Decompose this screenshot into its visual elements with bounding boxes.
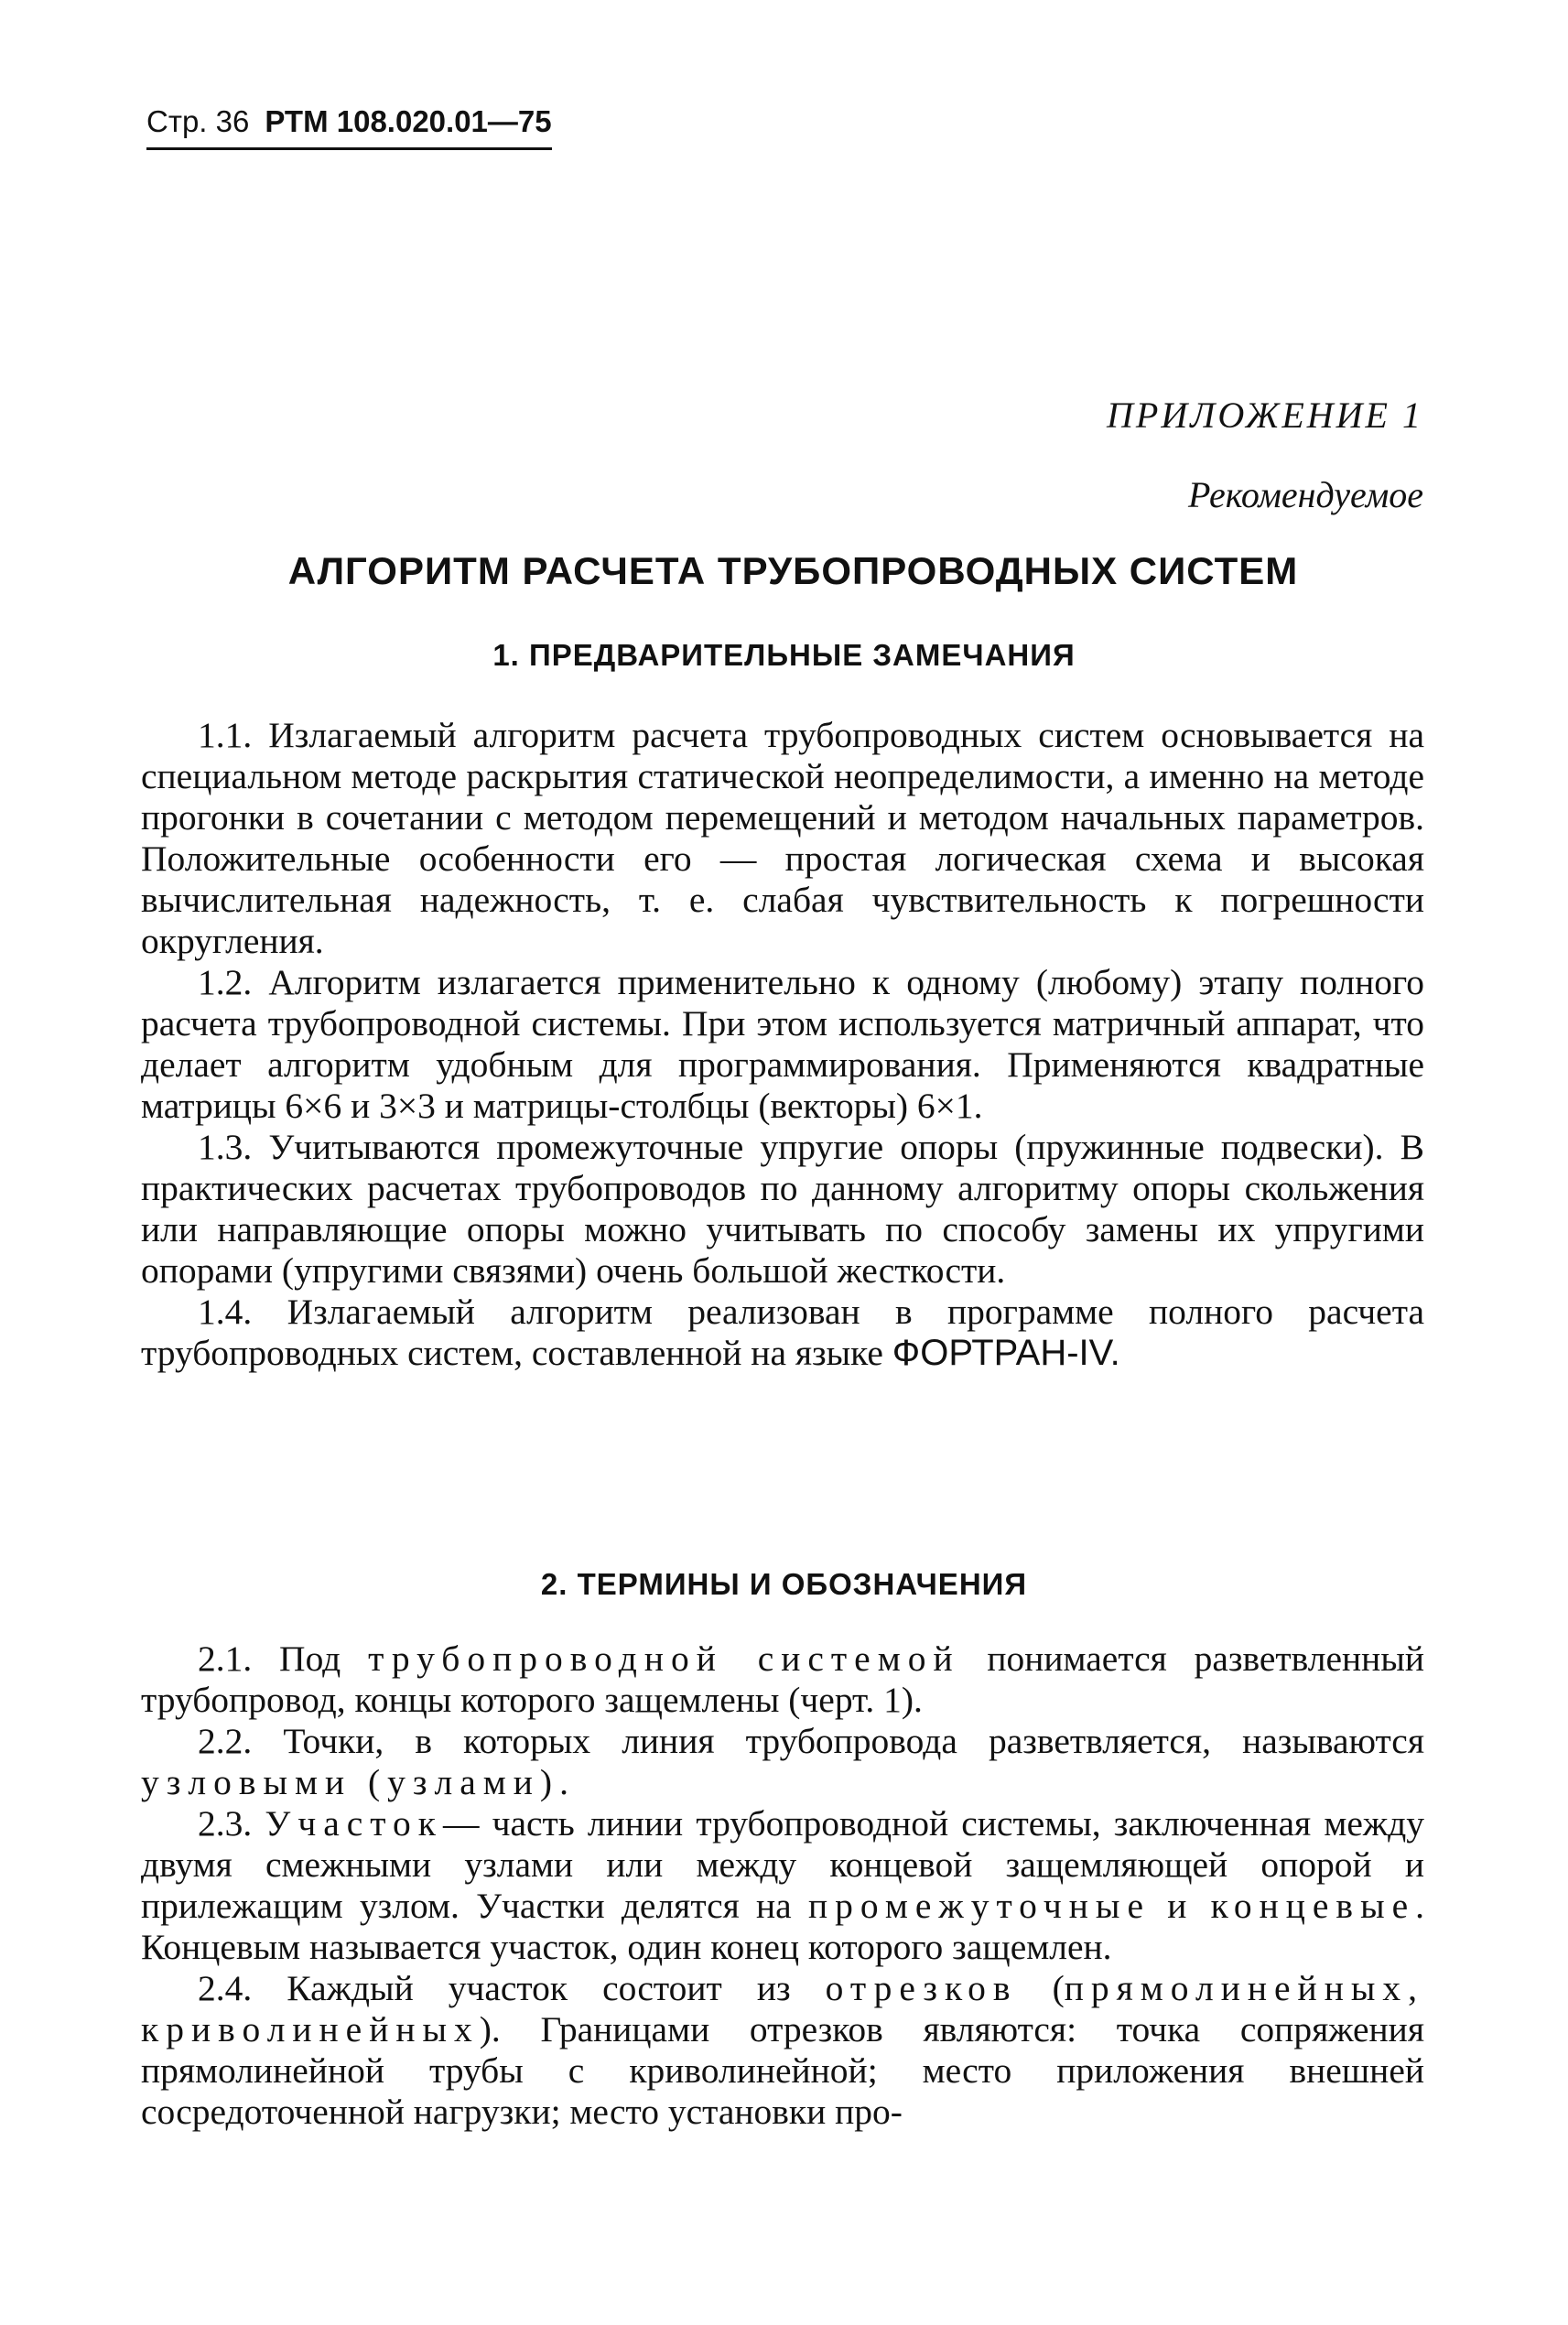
- section-1-body: [141, 715, 1424, 1374]
- paragraph-2-1: [141, 1638, 1424, 1721]
- p23-text-c: и: [1167, 1886, 1195, 1926]
- language-name: ФОРТРАН-IV.: [892, 1333, 1120, 1373]
- paragraph-1-4: [141, 1292, 1424, 1374]
- term-segments: отрезков: [825, 1968, 1018, 2008]
- p24-text-a: 2.4. Каждый участок состоит из: [198, 1968, 791, 2008]
- page-number: Стр. 36: [146, 104, 250, 138]
- p23-text-a: 2.3.: [198, 1803, 253, 1844]
- document-code: РТМ 108.020.01—75: [265, 104, 552, 138]
- paragraph-2-3: [141, 1803, 1424, 1968]
- paragraph-2-4: [141, 1968, 1424, 2133]
- page-title: АЛГОРИТМ РАСЧЕТА ТРУБОПРОВОДНЫХ СИСТЕМ: [287, 549, 1299, 592]
- p23-text-b: — часть линии трубопроводной системы, заключенная между двумя смежными узлами или между концевой защемляющей опорой и прилежащим узлом. Участки делятся на: [141, 1803, 1425, 1926]
- term-end: концевые: [1210, 1886, 1416, 1926]
- term-nodes: узловыми (узлами): [141, 1762, 560, 1802]
- paragraph-1-4-text: 1.4. Излагаемый алгоритм реализован в программе полного расчета трубопроводных систем, составленной на языке: [141, 1292, 1424, 1373]
- term-straight-curved: прямолинейных, криволинейных: [141, 1968, 1424, 2049]
- p24-text-c: ). Границами отрезков являются: точка сопряжения прямолинейной трубы с криволинейной; место приложения внешней сосредоточенной нагрузки; место установки про-: [141, 2009, 1424, 2132]
- p24-text-b: (: [1052, 1968, 1065, 2008]
- p21-text-a: 2.1. Под: [198, 1638, 341, 1679]
- section-heading-2: 2. ТЕРМИНЫ И ОБОЗНАЧЕНИЯ: [540, 1567, 1028, 1601]
- appendix-label: ПРИЛОЖЕНИЕ 1: [1107, 395, 1423, 436]
- section-heading-1: 1. ПРЕДВАРИТЕЛЬНЫЕ ЗАМЕЧАНИЯ: [492, 638, 1076, 672]
- term-section: Участок: [265, 1803, 443, 1844]
- p21-text-b: понимается разветвленный трубопровод, концы которого защемлены (черт. 1).: [141, 1638, 1424, 1720]
- p22-text-b: .: [559, 1762, 568, 1802]
- paragraph-1-2: 1.2. Алгоритм излагается применительно к одному (любому) этапу полного расчета трубопроводной системы. При этом используется матричный аппарат, что делает алгоритм удобным для программирования. Применяются квадратные матрицы 6×6 и 3×3 и матрицы-столбцы (векторы) 6×1.: [141, 962, 1424, 1126]
- p22-text-a: 2.2. Точки, в которых линия трубопровода разветвляется, называются: [198, 1721, 1424, 1761]
- section-2-body: [141, 1638, 1424, 2133]
- paragraph-2-2: [141, 1721, 1424, 1803]
- running-header: [146, 101, 552, 150]
- term-intermediate: промежуточные: [807, 1886, 1151, 1926]
- term-pipeline-system: трубопроводной системой: [368, 1638, 960, 1679]
- paragraph-1-3: 1.3. Учитываются промежуточные упругие опоры (пружинные подвески). В практических расчетах трубопроводов по данному алгоритму опоры скольжения или направляющие опоры можно учитывать по способу замены их упругими опорами (упругими связями) очень большой жесткости.: [141, 1127, 1424, 1291]
- appendix-status: Рекомендуемое: [1187, 474, 1423, 515]
- paragraph-1-1: 1.1. Излагаемый алгоритм расчета трубопроводных систем основывается на специальном методе раскрытия статической неопределимости, а именно на методе прогонки в сочетании с методом перемещений и методом начальных параметров. Положительные особенности его — простая логическая схема и высокая вычислительная надежность, т. е. слабая чувствительность к погрешности округления.: [141, 715, 1424, 961]
- p23-text-d: . Концевым называется участок, один конец которого защемлен.: [141, 1886, 1425, 1967]
